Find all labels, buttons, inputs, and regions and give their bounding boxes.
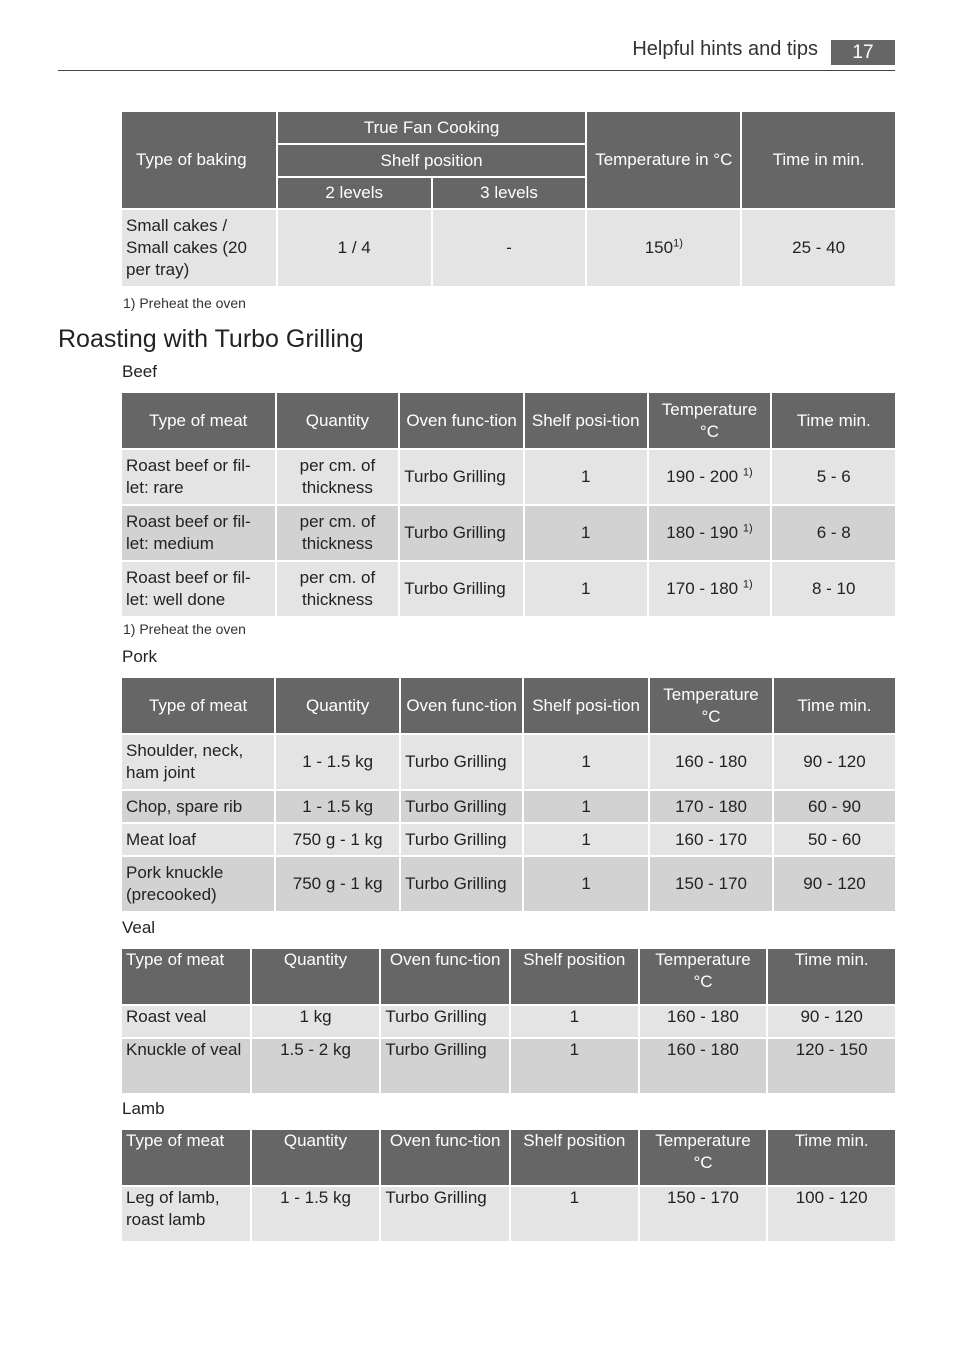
header-type-of-baking: Type of baking [122,112,276,208]
cell-time: 90 - 120 [774,735,895,789]
cell-type: Knuckle of veal [122,1039,250,1093]
table-row [122,735,895,789]
page-number: 17 [831,40,895,65]
temp-value: 180 - 190 [666,523,739,542]
table-row [122,1187,895,1241]
header-shelf-position: Shelf position [278,145,586,176]
cell-quantity: 1 kg [252,1006,380,1037]
table-row [122,1006,895,1037]
header-oven-function: Oven func-tion [381,949,509,1004]
cell-quantity: 1 - 1.5 kg [276,791,399,822]
cell-quantity: 1.5 - 2 kg [252,1039,380,1093]
table-row [122,210,895,286]
cell-type: Leg of lamb, roast lamb [122,1187,250,1241]
table-row [122,1039,895,1093]
cell-shelf: 1 [524,735,648,789]
cell-type: Small cakes / Small cakes (20 per tray) [122,210,276,286]
cell-time: 60 - 90 [774,791,895,822]
cell-oven-function: Turbo Grilling [401,824,522,855]
cell-temperature: 160 - 180 [640,1006,767,1037]
cell-time: 6 - 8 [772,506,895,560]
cell-oven-function: Turbo Grilling [381,1187,509,1241]
cell-type: Roast veal [122,1006,250,1037]
cell-shelf: 1 [525,450,647,504]
temp-value: 150 [644,238,674,257]
cell-time: 100 - 120 [768,1187,895,1241]
temp-value: 170 - 180 [666,579,739,598]
header-temperature: Temperature °C [649,393,771,448]
cell-2-levels: 1 / 4 [278,210,431,286]
cell-shelf: 1 [524,791,648,822]
cell-shelf: 1 [511,1006,638,1037]
cell-time: 90 - 120 [774,857,895,911]
cell-temperature: 160 - 180 [650,735,772,789]
temp-value: 190 - 200 [666,467,739,486]
cell-type: Roast beef or fil-let: medium [122,506,275,560]
header-shelf-position: Shelf position [511,949,638,1004]
pork-subheading: Pork [122,647,157,666]
cell-type: Shoulder, neck, ham joint [122,735,274,789]
header-shelf-position: Shelf posi-tion [524,678,648,733]
cell-time: 8 - 10 [772,562,895,616]
header-type-of-meat: Type of meat [122,678,274,733]
cell-quantity: 750 g - 1 kg [276,824,399,855]
cell-time: 120 - 150 [768,1039,895,1093]
beef-table [120,391,897,618]
header-temperature: Temperature °C [640,1130,767,1185]
header-type-of-meat: Type of meat [122,949,250,1004]
cell-quantity: 1 - 1.5 kg [252,1187,380,1241]
header-quantity: Quantity [252,1130,380,1185]
header-3-levels: 3 levels [433,178,586,208]
header-2-levels: 2 levels [278,178,431,208]
header-shelf-position: Shelf posi-tion [525,393,647,448]
header-type-of-meat: Type of meat [122,393,275,448]
baking-table [120,110,897,288]
cell-type: Pork knuckle (precooked) [122,857,274,911]
footnote-ref: 1) [742,578,753,591]
header-oven-function: Oven func-tion [401,678,522,733]
header-quantity: Quantity [276,678,399,733]
cell-temperature: 170 - 180 [650,791,772,822]
cell-shelf: 1 [525,506,647,560]
table-row [122,562,895,616]
cell-temperature: 160 - 180 [640,1039,767,1093]
header-temperature: Temperature in °C [587,112,740,208]
lamb-table [120,1128,897,1243]
cell-temperature [649,506,771,560]
header-time: Time min. [774,678,895,733]
beef-subheading: Beef [122,362,157,381]
cell-oven-function: Turbo Grilling [400,562,523,616]
footnote-ref: 1) [742,466,753,479]
cell-quantity: per cm. of thickness [277,562,399,616]
cell-oven-function: Turbo Grilling [401,857,522,911]
cell-oven-function: Turbo Grilling [381,1039,509,1093]
header-true-fan-cooking: True Fan Cooking [278,112,586,143]
cell-temperature: 150 - 170 [650,857,772,911]
footnote-ref: 1) [742,522,753,535]
header-time: Time min. [768,1130,895,1185]
cell-shelf: 1 [511,1187,638,1241]
cell-3-levels: - [433,210,586,286]
header-quantity: Quantity [252,949,380,1004]
table-row [122,857,895,911]
cell-shelf: 1 [524,857,648,911]
veal-subheading: Veal [122,918,156,937]
header-type-of-meat: Type of meat [122,1130,250,1185]
cell-quantity: 750 g - 1 kg [276,857,399,911]
header-quantity: Quantity [277,393,399,448]
cell-oven-function: Turbo Grilling [400,506,523,560]
cell-quantity: per cm. of thickness [277,506,399,560]
page-header-title: Helpful hints and tips [632,38,818,60]
cell-time: 25 - 40 [742,210,895,286]
cell-oven-function: Turbo Grilling [400,450,523,504]
header-time: Time min. [772,393,895,448]
section-title: Roasting with Turbo Grilling [58,325,364,353]
header-time: Time in min. [742,112,895,208]
cell-shelf: 1 [524,824,648,855]
header-temperature: Temperature °C [640,949,767,1004]
cell-quantity: per cm. of thickness [277,450,399,504]
cell-type: Roast beef or fil-let: well done [122,562,275,616]
pork-table [120,676,897,913]
header-oven-function: Oven func-tion [400,393,523,448]
header-shelf-position: Shelf position [511,1130,638,1185]
beef-footnote: 1) Preheat the oven [123,621,246,637]
veal-table [120,947,897,1095]
table-row [122,824,895,855]
cell-time: 50 - 60 [774,824,895,855]
cell-type: Meat loaf [122,824,274,855]
cell-temperature: 160 - 170 [650,824,772,855]
cell-oven-function: Turbo Grilling [401,735,522,789]
table-row [122,791,895,822]
cell-type: Roast beef or fil-let: rare [122,450,275,504]
header-temperature: Temperature °C [650,678,772,733]
table-row [122,506,895,560]
baking-footnote: 1) Preheat the oven [123,295,246,311]
table-row [122,450,895,504]
footnote-ref: 1) [673,237,683,250]
cell-oven-function: Turbo Grilling [401,791,522,822]
cell-type: Chop, spare rib [122,791,274,822]
header-rule [58,70,895,71]
cell-temperature [649,562,771,616]
cell-temperature [587,210,740,286]
header-time: Time min. [768,949,895,1004]
cell-time: 90 - 120 [768,1006,895,1037]
cell-shelf: 1 [525,562,647,616]
cell-quantity: 1 - 1.5 kg [276,735,399,789]
header-oven-function: Oven func-tion [381,1130,509,1185]
lamb-subheading: Lamb [122,1099,165,1118]
cell-time: 5 - 6 [772,450,895,504]
cell-oven-function: Turbo Grilling [381,1006,509,1037]
cell-temperature [649,450,771,504]
cell-shelf: 1 [511,1039,638,1093]
cell-temperature: 150 - 170 [640,1187,767,1241]
